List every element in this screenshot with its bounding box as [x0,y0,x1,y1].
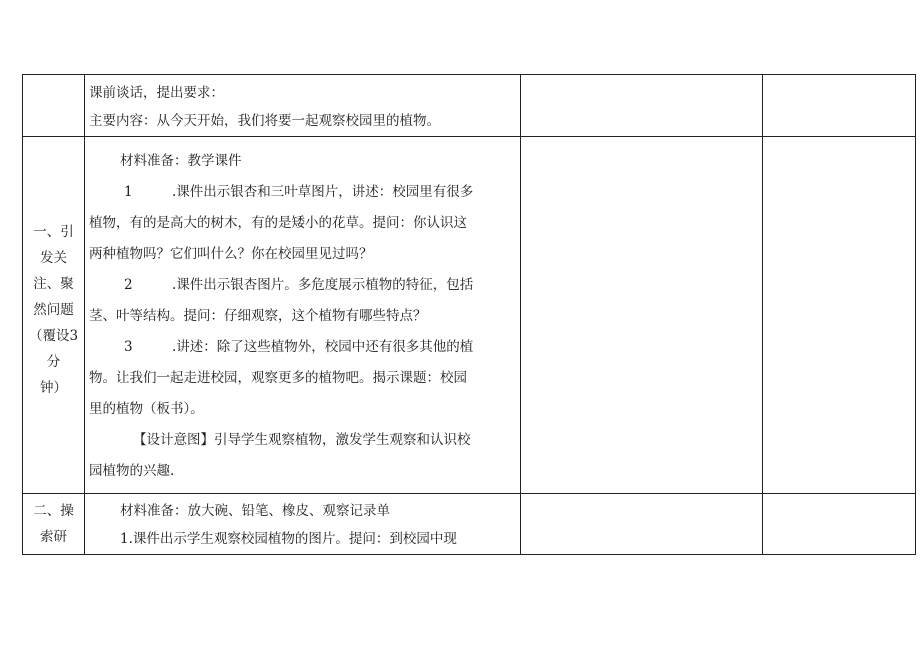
material-line: 材料准备：教学课件 [120,153,242,169]
content-cell [85,137,521,494]
notes-cell [763,494,916,555]
step-line: 2 .课件出示银杏图片。多危度展示植物的特征，包括 [124,277,474,293]
step-line: 1.课件出示学生观察校园植物的图片。提问：到校园中现 [120,531,457,547]
intro-line: 课前谈话，提出要求： [89,85,224,101]
phase-cell [23,137,85,494]
step-line: 植物，有的是高大的树木，有的是矮小的花草。提问：你认识这 [89,215,467,231]
phase-label: 一、引 发关 注、聚 然问题 （覆设3 分 钟） [28,224,79,396]
phase-cell [23,494,85,555]
notes-cell [763,137,916,494]
activity-cell [521,75,763,137]
content-cell [85,75,521,137]
design-intent-line: 园植物的兴趣. [89,463,175,479]
activity-cell [521,137,763,494]
notes-cell [763,75,916,137]
table-row-phase-1 [23,137,916,494]
table-row-phase-2 [23,494,916,555]
step-line: 茎、叶等结构。提问：仔细观察，这个植物有哪些特点？ [89,308,427,324]
table-row-intro [23,75,916,137]
design-intent-line: 【设计意图】引导学生观察植物，激发学生观察和认识校 [133,432,471,448]
intro-line: 主要内容：从今天开始，我们将要一起观察校园里的植物。 [89,113,440,129]
step-line: 物。让我们一起走进校园，观察更多的植物吧。揭示课题：校园 [89,370,467,386]
step-line: 里的植物（板书）。 [89,401,204,417]
lesson-plan-table [22,74,916,555]
content-cell [85,494,521,555]
phase-label: 二、操 索研 [33,503,74,545]
material-line: 材料准备：放大碗、铅笔、橡皮、观察记录单 [120,503,390,519]
phase-cell [23,75,85,137]
step-line: 1 .课件出示银杏和三叶草图片，讲述：校园里有很多 [124,184,474,200]
step-line: 两种植物吗？它们叫什么？你在校园里见过吗？ [89,246,373,262]
step-line: 3 .讲述：除了这些植物外，校园中还有很多其他的植 [124,339,474,355]
activity-cell [521,494,763,555]
